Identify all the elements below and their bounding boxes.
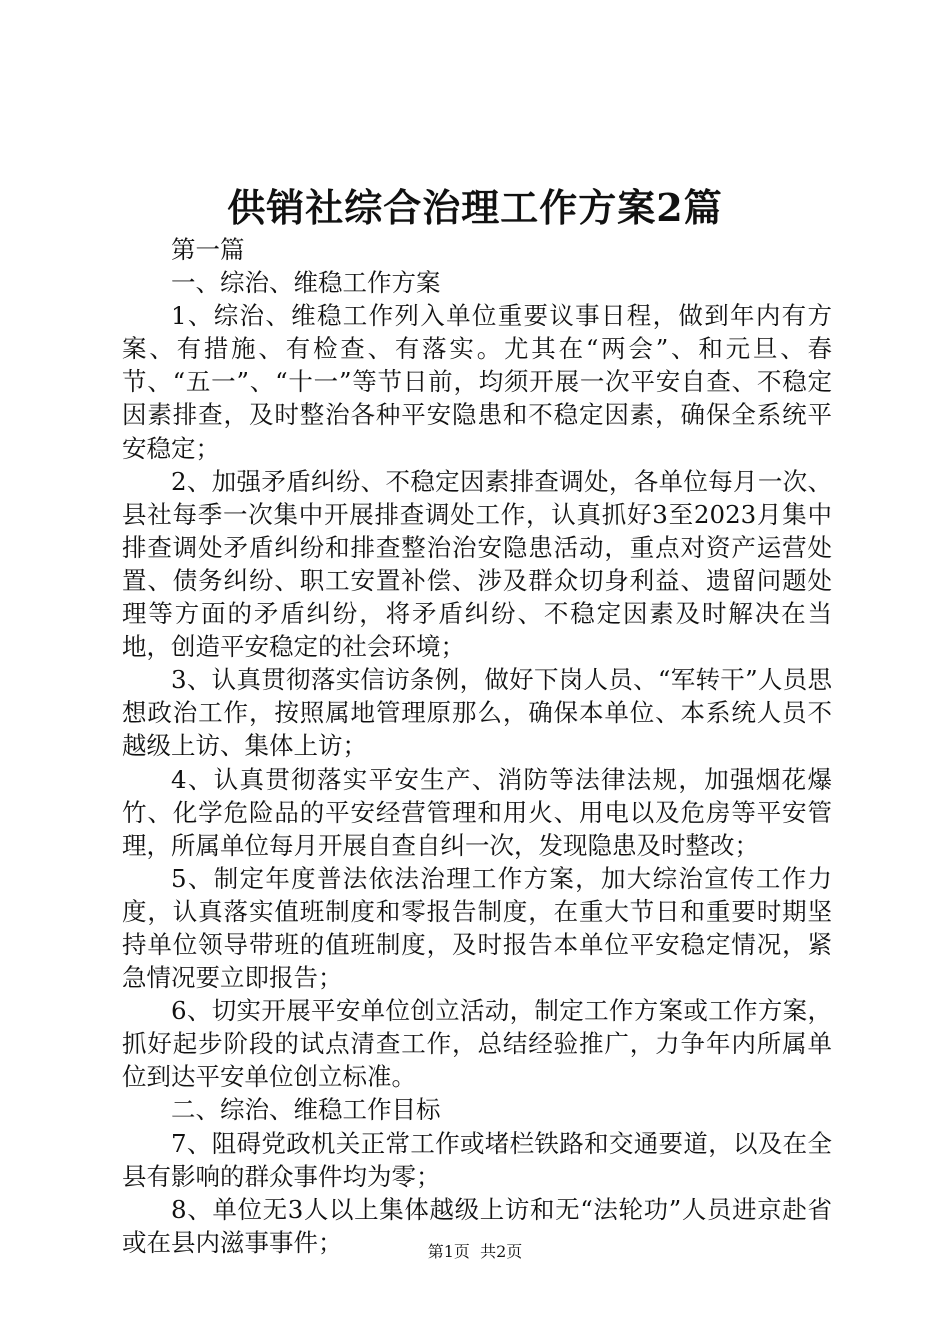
paragraph: 2、加强矛盾纠纷、不稳定因素排查调处，各单位每月一次、县社每季一次集中开展排查调处工作，认真抓好3至2023月集中排查调处矛盾纠纷和排查整治治安隐患活动，重点对资产运营处置、债务纠纷、职工安置补偿、涉及群众切身利益、遗留问题处理等方面的矛盾纠纷，将矛盾纠纷、不稳定因素及时解决在当地，创造平安稳定的社会环境； xyxy=(122,466,832,662)
document-title: 供销社综合治理工作方案2篇 xyxy=(227,185,723,230)
subsection-heading: 一、综治、维稳工作方案 xyxy=(171,268,441,298)
subsection-heading: 二、综治、维稳工作目标 xyxy=(171,1095,441,1125)
paragraph: 4、认真贯彻落实平安生产、消防等法律法规，加强烟花爆竹、化学危险品的平安经营管理和用火、用电以及危房等平安管理，所属单位每月开展自查自纠一次，发现隐患及时整改； xyxy=(122,764,832,860)
paragraph: 8、单位无3人以上集体越级上访和无“法轮功”人员进京赴省或在县内滋事事件； xyxy=(122,1194,832,1257)
section-heading: 第一篇 xyxy=(171,235,245,264)
paragraph: 3、认真贯彻落实信访条例，做好下岗人员、“军转干”人员思想政治工作，按照属地管理原那么，确保本单位、本系统人员不越级上访、集体上访； xyxy=(122,665,832,761)
page-footer xyxy=(0,1240,950,1264)
document-body xyxy=(122,233,832,1259)
paragraph: 5、制定年度普法依法治理工作方案，加大综治宣传工作力度，认真落实值班制度和零报告制度，在重大节日和重要时期坚持单位领导带班的值班制度，及时报告本单位平安稳定情况，紧急情况要立即报告； xyxy=(122,863,832,993)
page-number: 第1页 共2页 xyxy=(427,1242,523,1261)
paragraph: 7、阻碍党政机关正常工作或堵栏铁路和交通要道，以及在全县有影响的群众事件均为零； xyxy=(122,1128,832,1191)
paragraph: 1、综治、维稳工作列入单位重要议事日程，做到年内有方案、有措施、有检查、有落实。尤其在“两会”、和元旦、春节、“五一”、“十一”等节日前，均须开展一次平安自查、不稳定因素排查，及时整治各种平安隐患和不稳定因素，确保全系统平安稳定； xyxy=(122,301,832,463)
paragraph: 6、切实开展平安单位创立活动，制定工作方案或工作方案，抓好起步阶段的试点清查工作，总结经验推广，力争年内所属单位到达平安单位创立标准。 xyxy=(122,996,832,1092)
